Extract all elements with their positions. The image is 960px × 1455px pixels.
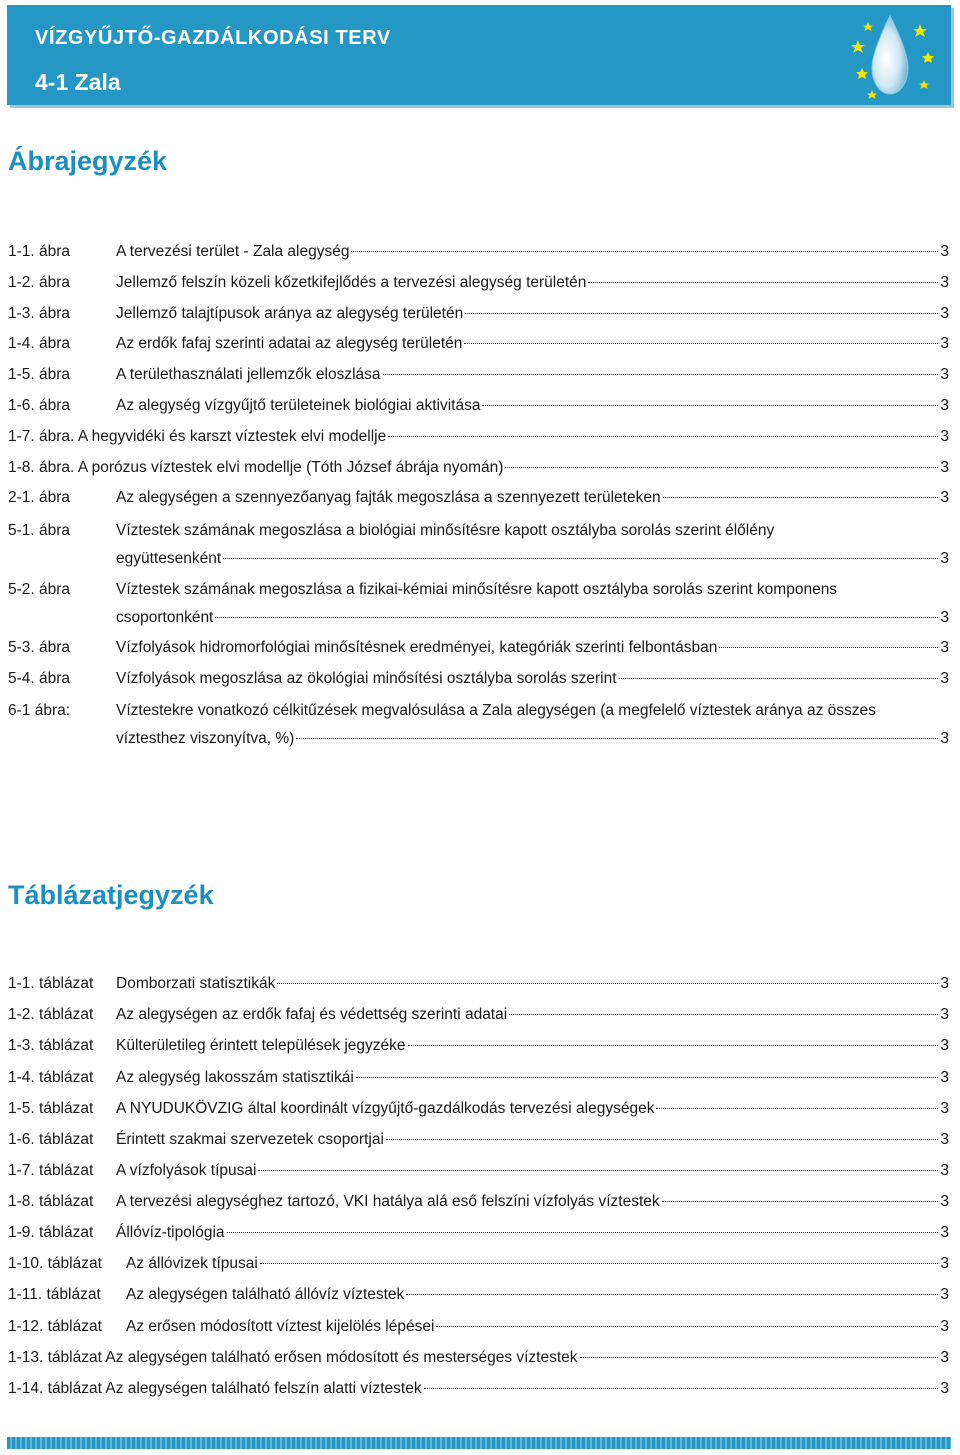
list-item[interactable]: 1-1. ábra A tervezési terület - Zala alegység 3 <box>8 243 949 260</box>
list-item[interactable]: 6-1 ábra: Víztestekre vonatkozó célkitűzések megvalósulása a Zala alegységen (a megfelelő víztestek aránya az összes víztesthez viszonyítva, %) 3 <box>8 702 949 747</box>
list-item[interactable]: 1-5. ábra A területhasználati jellemzők eloszlása 3 <box>8 366 949 383</box>
header-banner <box>7 5 951 105</box>
list-item[interactable]: 5-4. ábra Vízfolyások megoszlása az ökológiai minősítési osztályba sorolás szerint 3 <box>8 670 949 687</box>
footer-bar <box>7 1437 951 1449</box>
list-item[interactable]: 5-3. ábra Vízfolyások hidromorfológiai minősítésnek eredményei, kategóriák szerinti felbontásban 3 <box>8 639 949 656</box>
list-item[interactable]: 1-3. táblázat Külterületileg érintett települések jegyzéke 3 <box>8 1037 949 1054</box>
document-subtitle: 4-1 Zala <box>35 69 121 95</box>
list-item[interactable]: 1-14. táblázat Az alegységen található felszín alatti víztestek 3 <box>8 1380 949 1397</box>
list-item[interactable]: 5-2. ábra Víztestek számának megoszlása a fizikai-kémiai minősítésre kapott osztályba sorolás szerint komponens csoportonként 3 <box>8 581 949 626</box>
list-item[interactable]: 1-4. ábra Az erdők fafaj szerinti adatai az alegység területén 3 <box>8 335 949 352</box>
water-drop-eu-stars-icon <box>838 10 948 105</box>
list-item[interactable]: 1-8. táblázat A tervezési alegységhez tartozó, VKI hatálya alá eső felszíni vízfolyás víztestek 3 <box>8 1193 949 1210</box>
list-item[interactable]: 1-7. táblázat A vízfolyások típusai 3 <box>8 1162 949 1179</box>
list-item[interactable]: 1-6. ábra Az alegység vízgyűjtő területeinek biológiai aktivitása 3 <box>8 397 949 414</box>
list-item[interactable]: 1-8. ábra. A porózus víztestek elvi modellje (Tóth József ábrája nyomán) 3 <box>8 459 949 476</box>
list-item[interactable]: 1-10. táblázat Az állóvizek típusai 3 <box>8 1255 949 1272</box>
list-item[interactable]: 1-4. táblázat Az alegység lakosszám statisztikái 3 <box>8 1069 949 1086</box>
tables-heading: Táblázatjegyzék <box>8 880 214 910</box>
list-item[interactable]: 5-1. ábra Víztestek számának megoszlása a biológiai minősítésre kapott osztályba sorolás szerint élőlény együttesenként 3 <box>8 522 949 567</box>
list-item[interactable]: 1-3. ábra Jellemző talajtípusok aránya az alegység területén 3 <box>8 305 949 322</box>
list-item[interactable]: 1-5. táblázat A NYUDUKÖVZIG által koordinált vízgyűjtő-gazdálkodás tervezési alegységek 3 <box>8 1100 949 1117</box>
list-item[interactable]: 1-1. táblázat Domborzati statisztikák 3 <box>8 975 949 992</box>
list-item[interactable]: 1-9. táblázat Állóvíz-tipológia 3 <box>8 1224 949 1241</box>
list-item[interactable]: 1-2. táblázat Az alegységen az erdők fafaj és védettség szerinti adatai 3 <box>8 1006 949 1023</box>
list-item[interactable]: 1-12. táblázat Az erősen módosított víztest kijelölés lépései 3 <box>8 1318 949 1335</box>
list-item[interactable]: 1-2. ábra Jellemző felszín közeli kőzetkifejlődés a tervezési alegység területén 3 <box>8 274 949 291</box>
list-item[interactable]: 1-11. táblázat Az alegységen található állóvíz víztestek 3 <box>8 1286 949 1303</box>
list-item[interactable]: 2-1. ábra Az alegységen a szennyezőanyag fajták megoszlása a szennyezett területeken 3 <box>8 489 949 506</box>
document-title: VÍZGYŰJTŐ-GAZDÁLKODÁSI TERV <box>35 27 391 49</box>
list-item[interactable]: 1-6. táblázat Érintett szakmai szervezetek csoportjai 3 <box>8 1131 949 1148</box>
list-item[interactable]: 1-13. táblázat Az alegységen található erősen módosított és mesterséges víztestek 3 <box>8 1349 949 1366</box>
list-item[interactable]: 1-7. ábra. A hegyvidéki és karszt víztestek elvi modellje 3 <box>8 428 949 445</box>
figures-heading: Ábrajegyzék <box>8 146 168 176</box>
